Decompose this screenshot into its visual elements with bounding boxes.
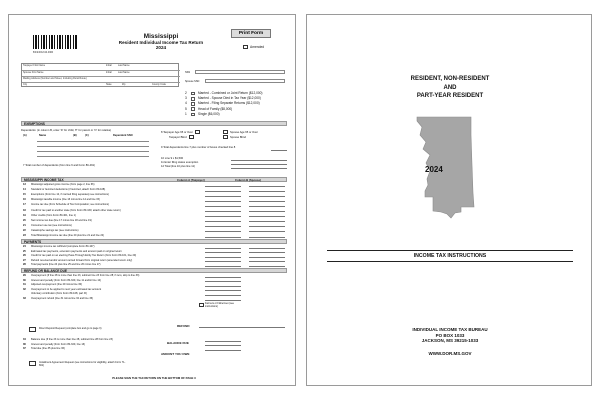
column-a-amount-input[interactable] (205, 288, 241, 292)
line-12-input[interactable] (231, 165, 287, 169)
payments-section-header: PAYMENTS (21, 239, 287, 244)
column-a-amount-input[interactable] (205, 297, 241, 301)
direct-deposit-text: Direct Deposit Request (complete box and go to page 3) (39, 327, 102, 330)
column-a-amount-input[interactable] (205, 245, 241, 249)
column-b-amount-input[interactable] (249, 229, 285, 233)
column-a-amount-input[interactable] (205, 343, 241, 347)
column-a-amount-input[interactable] (205, 234, 241, 238)
print-form-button[interactable]: Print Form (231, 29, 271, 38)
line-description: Interest and penalty (from Form 80-320, line 13) (31, 342, 86, 346)
line-item (23, 198, 201, 201)
exemption-line-10: 10 Line 9 x $1,500 (161, 157, 184, 160)
line-item (23, 292, 201, 295)
column-a-amount-input[interactable] (205, 183, 241, 187)
dependents-table (23, 134, 151, 157)
cover-title-line2: AND (443, 84, 457, 91)
barcode-number: 80100241000 (33, 50, 54, 54)
line-item (23, 224, 201, 227)
website-link[interactable]: WWW.DOR.MS.GOV (428, 351, 472, 356)
filing-status-group (185, 91, 263, 117)
bureau-po-box: PO BOX 1033 (435, 332, 465, 338)
column-a-amount-input[interactable] (205, 274, 241, 278)
line-item (23, 279, 201, 282)
spouse-first-name-label: Spouse First Name (23, 70, 44, 74)
line-description: Consumer use tax (see instructions) (31, 223, 72, 227)
exemptions-section (21, 128, 287, 173)
column-b-amount-input[interactable] (249, 198, 285, 202)
line-number: 16 (23, 198, 26, 202)
cover-title (307, 75, 592, 101)
column-a-amount-input[interactable] (205, 283, 241, 287)
filing-status-option[interactable]: 1 Single ($6,000) (185, 111, 220, 116)
line-number: 21 (23, 223, 26, 227)
income-tax-instructions-title: INCOME TAX INSTRUCTIONS (327, 250, 573, 262)
mailing-address-label: Mailing Address (Number and Street, Including Rural Route) (23, 76, 87, 80)
line-number: 28 (23, 263, 26, 267)
line-number: 34 (23, 338, 26, 341)
column-b-amount-input[interactable] (249, 188, 285, 192)
line-description: Credit for tax paid to another state (from Form 80-160; attach other state return) (31, 208, 121, 212)
column-a-amount-input[interactable] (205, 292, 241, 296)
line-item (23, 229, 201, 232)
mississippi-state-map-icon (411, 115, 477, 223)
exemption-line-8b[interactable]: Spouse Age 65 or Over (223, 130, 258, 134)
taxpayer-first-name-label: Taxpayer First Name (23, 64, 46, 67)
filing-status-option[interactable]: 4 Married - Filing Separate Returns ($12,000) (185, 101, 260, 106)
line-description: Balance due (If line 23 is more than line 28, subtract line 28 from line 23) (31, 338, 113, 341)
exemptions-section-header: EXEMPTIONS (21, 121, 287, 126)
column-a-amount-input[interactable] (205, 263, 241, 267)
line-9-input[interactable] (271, 147, 287, 151)
ssn-input[interactable] (195, 70, 285, 74)
refund-label: REFUND (177, 324, 190, 328)
column-a-amount-input[interactable] (205, 219, 241, 223)
spouse-last-name-label: Last Name (118, 70, 130, 74)
column-b-amount-input[interactable] (249, 234, 285, 238)
line-item (23, 203, 201, 206)
column-a-amount-input[interactable] (205, 250, 241, 254)
dependents-note: Dependents: (in column B, enter 'D' for child, 'P' for parent or 'O' for relative) (21, 129, 112, 132)
column-b-amount-input[interactable] (249, 203, 285, 207)
initial-label: Initial (106, 64, 112, 67)
column-a-amount-input[interactable] (205, 214, 241, 218)
line-number: 14 (23, 188, 26, 192)
line-description: Total Mississippi income tax due (line 20 plus line 21 and line 22) (31, 234, 105, 237)
line-number: 15 (23, 193, 26, 197)
line-number: 24 (23, 245, 26, 248)
column-a-amount-input[interactable] (205, 259, 241, 263)
line-description: Exemptions (from line 12, if married filing separately see instructions) (31, 193, 109, 197)
column-a-amount-input[interactable] (205, 188, 241, 192)
line-number: 17 (23, 203, 26, 207)
line-item (23, 283, 201, 286)
line-description: Mississippi taxable income (line 13 minus line 14 and line 15) (31, 198, 100, 202)
line-description: Net income tax due (line 17 minus line 18 and line 19) (31, 218, 92, 222)
refund-section-header: REFUND OR BALANCE DUE (21, 268, 287, 273)
line-number: 19 (23, 213, 26, 217)
line-description: Credit for tax paid on an electing Pass-Through Entity Tax Return (from Form 80-161, line 20) (31, 254, 137, 258)
cover-title-line3: PART-YEAR RESIDENT (416, 93, 484, 99)
line-number: 22 (23, 228, 26, 232)
line-item (23, 245, 201, 248)
line-description: Adjusted overpayment (line 29 minus line 30) (31, 283, 82, 287)
line-item (23, 234, 201, 237)
line-item (23, 209, 201, 212)
line-number: 31 (23, 283, 26, 287)
amended-label: Amended (250, 45, 265, 49)
form-title-year: 2024 (155, 45, 167, 51)
column-b-amount-input[interactable] (249, 193, 285, 197)
column-b-amount-input[interactable] (249, 214, 285, 218)
column-a-amount-input[interactable] (205, 338, 241, 342)
zip-label: Zip (122, 82, 126, 86)
line-number: 30 (23, 278, 26, 282)
line-number: 23 (23, 234, 26, 237)
line-item (23, 254, 201, 257)
last-name-label: Last Name (118, 64, 130, 67)
form-title-name: Resident Individual Income Tax Return (118, 40, 204, 46)
column-a-amount-input[interactable] (205, 347, 241, 351)
installment-agreement-checkbox[interactable] (29, 361, 36, 366)
column-a-amount-input[interactable] (205, 224, 241, 228)
line-item (23, 214, 201, 217)
line-number: 32 (23, 287, 26, 291)
line-number: 18 (23, 208, 26, 212)
spouse-initial-label: Initial (106, 70, 112, 74)
line-item (23, 297, 201, 300)
column-b-amount-input[interactable] (249, 254, 285, 258)
line-item (23, 263, 201, 266)
bureau-name: INDIVIDUAL INCOME TAX BUREAU (412, 327, 488, 332)
dependents-table-header: (A) Name (B) (C) Dependent SSN (23, 134, 133, 137)
spouse-ssn-input[interactable] (205, 79, 285, 83)
line-description: Mississippi adjusted gross income (from page 2, line 66) (31, 183, 95, 186)
line-description: Total due (line 35 plus line 36) (31, 347, 65, 351)
line-description: Mississippi income tax withheld (complete Form 80-107) (31, 245, 95, 248)
column-b-amount-input[interactable] (249, 219, 285, 223)
column-a-amount-input[interactable] (205, 279, 241, 283)
column-b-amount-input[interactable] (249, 245, 285, 249)
installment-agreement-request[interactable] (29, 361, 129, 367)
tax-return-form-page (8, 14, 296, 386)
line-number: 29 (23, 274, 26, 277)
column-a-amount-input[interactable] (205, 198, 241, 202)
line-description: Voluntary contribution (from Form 80-108, part III) (31, 292, 87, 296)
line-item (23, 219, 201, 222)
line-description: Catastrophe savings tax (see instructions) (31, 228, 79, 232)
line-description: Interest and penalty (from Form 80-320, line 11 and/or line 12) (31, 278, 102, 282)
line-description: Overpayment (If line 28 is more than line 23, subtract line 23 from line 28; if zero, skip to line 33) (31, 274, 140, 277)
column-b-header: Column B (Spouse) (235, 177, 261, 182)
line-description: Refund received and/or amount carried forward from original return (amended return only) (31, 258, 133, 262)
farmers-fishermen-note: Farmers or Fishermen (see instructions) (205, 302, 234, 308)
line-number: 26 (23, 254, 26, 258)
column-b-amount-input[interactable] (249, 259, 285, 263)
line-item (23, 274, 201, 277)
city-label: City (23, 82, 28, 86)
amended-checkbox[interactable] (243, 45, 248, 49)
filing-status-option[interactable]: 2 Married - Combined or Joint Return ($12,000) (185, 91, 263, 95)
direct-deposit-request[interactable] (29, 327, 109, 332)
column-b-amount-input[interactable] (249, 224, 285, 228)
farmers-fishermen-checkbox[interactable] (199, 303, 204, 307)
taxpayer-identification-block (21, 63, 179, 87)
column-b-amount-input[interactable] (249, 209, 285, 213)
line-item (23, 347, 201, 350)
sign-return-footer: PLEASE SIGN THE TAX RETURN ON THE BOTTOM OF PAGE 3 (112, 376, 196, 380)
exemption-line-8c[interactable]: Taxpayer Blind (169, 135, 194, 139)
income-tax-section-header: MISSISSIPPI INCOME TAX (21, 177, 287, 182)
line-item (23, 259, 201, 262)
line-description: Standard or Itemized deductions (if itemized, attach Form 80-108) (31, 188, 106, 192)
filing-status-option[interactable]: 5 Head of Family ($8,000) (185, 106, 233, 111)
county-code-label: County Code (152, 82, 166, 86)
line-number: 37 (23, 347, 26, 351)
bureau-city: JACKSON, MS 39215-1033 (421, 338, 479, 344)
column-a-amount-input[interactable] (205, 209, 241, 213)
amount-you-owe-label: AMOUNT YOU OWE (161, 352, 190, 356)
spouse-ssn-label: Spouse SSN (185, 80, 200, 83)
line-description: Total payments (line 24 plus line 25 and line 26 minus line 27) (31, 263, 101, 267)
line-item (23, 183, 201, 186)
line-item (23, 193, 201, 196)
installment-agreement-text: Installment Agreement Request (see instructions for eligibility, attach Form 71-661) (39, 361, 126, 367)
column-b-amount-input[interactable] (249, 250, 285, 254)
column-a-amount-input[interactable] (205, 193, 241, 197)
line-number: 13 (23, 183, 26, 186)
exemption-line-8d[interactable]: Spouse Blind (223, 135, 246, 139)
barcode-icon (33, 35, 77, 49)
instructions-cover-page (306, 14, 592, 386)
form-title (105, 33, 217, 50)
exemption-line-12: 12 Total (line 10 plus line 11) (161, 165, 195, 168)
line-number: 33 (23, 297, 26, 300)
bureau-address (307, 327, 592, 344)
column-a-amount-input[interactable] (205, 254, 241, 258)
line-description: Estimated tax payments, extension payments and amount paid on original return (31, 249, 122, 253)
ssn-label: SSN (185, 71, 191, 74)
balance-due-label: BALANCE DUE (167, 341, 189, 345)
form-title-state: Mississippi (143, 33, 179, 40)
dependent-row[interactable] (37, 152, 149, 157)
line-item (23, 250, 201, 253)
exemption-line-11: 11 Enter filing status exemption (161, 161, 199, 164)
line-item (23, 188, 201, 191)
line-description: Other credits (from Form 80-401, line 1) (31, 213, 76, 217)
direct-deposit-checkbox[interactable] (29, 327, 36, 332)
column-a-header: Column A (Taxpayer) (177, 177, 205, 182)
exemption-line-8a[interactable]: 8 Taxpayer Age 65 or Over (161, 130, 200, 134)
column-a-amount-input[interactable] (205, 229, 241, 233)
exemption-line-7: 7 Total number of dependents (from line 6 and Form 80-491) (23, 164, 95, 167)
exemption-line-9: 9 Total dependents line 7 plus number of boxes checked line 8 (161, 146, 236, 149)
line-item (23, 288, 201, 291)
line-description: Overpayment to be applied to next year estimated tax account (31, 287, 102, 291)
column-b-amount-input[interactable] (249, 263, 285, 267)
amended-checkbox-group (243, 45, 264, 49)
refund-amount-input[interactable] (199, 324, 285, 328)
cover-year: 2024 (425, 165, 443, 174)
line-description: Overpayment refund (line 31 minus line 32 and line 33) (31, 297, 94, 300)
state-label: State (106, 82, 112, 86)
column-a-amount-input[interactable] (205, 203, 241, 207)
line-number: 27 (23, 258, 26, 262)
filing-status-option[interactable]: 3 Married - Spouse Died in Tax Year ($12,000) (185, 96, 261, 101)
line-number: 20 (23, 218, 26, 222)
line-number: 36 (23, 342, 26, 346)
cover-title-line1: RESIDENT, NON-RESIDENT (410, 76, 490, 82)
column-b-amount-input[interactable] (249, 183, 285, 187)
line-number: 25 (23, 249, 26, 253)
line-description: Income tax due (from Schedule of Tax Computation; see instructions) (31, 203, 109, 207)
